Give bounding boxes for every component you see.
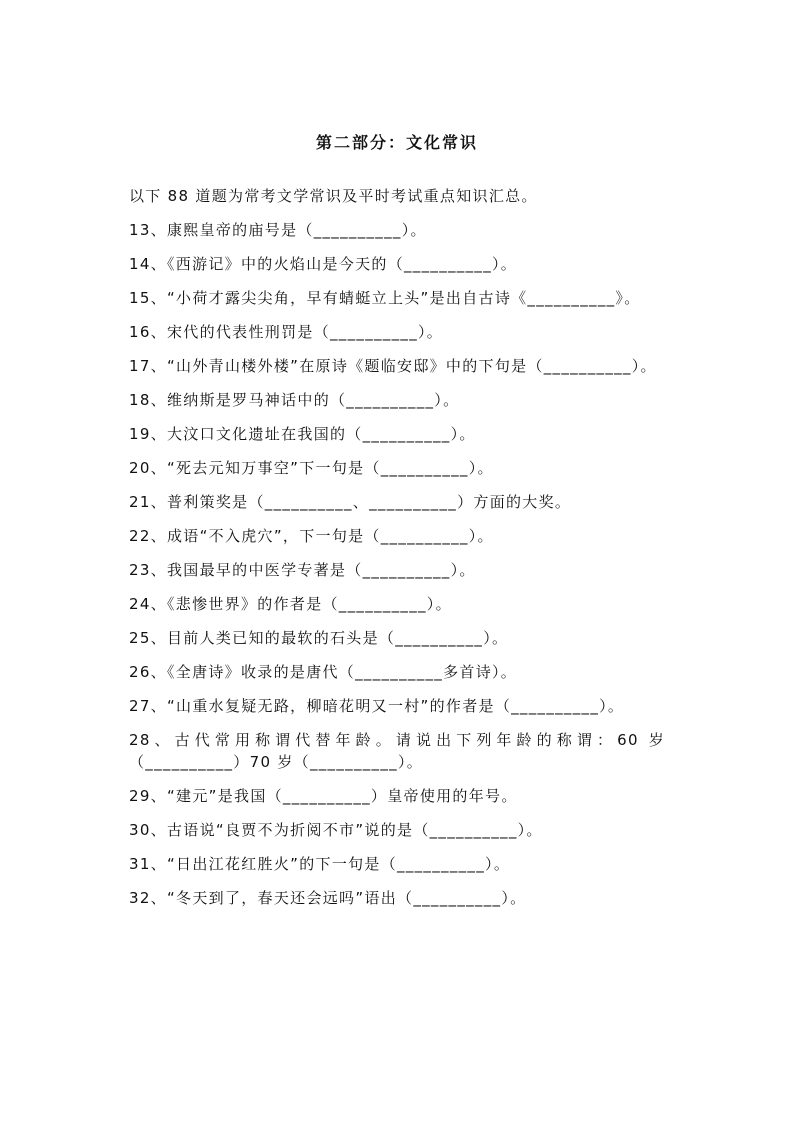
question-21: 21、普利策奖是（__________、__________）方面的大奖。 [129,493,572,511]
question-14: 14、《西游记》中的火焰山是今天的（__________）。 [129,255,518,273]
question-27: 27、“山重水复疑无路，柳暗花明又一村”的作者是（__________）。 [129,697,625,715]
question-25: 25、目前人类已知的最软的石头是（__________）。 [129,629,509,647]
question-23: 23、我国最早的中医学专著是（__________）。 [129,561,476,579]
question-19: 19、大汶口文化遗址在我国的（__________）。 [129,425,476,443]
intro-paragraph: 以下 88 道题为常考文学常识及平时考试重点知识汇总。 [129,187,538,205]
question-28: 28、古代常用称谓代替年龄。请说出下列年龄的称谓：60 岁（__________）70 岁（__________）。 [129,731,665,771]
question-22: 22、成语“不入虎穴”，下一句是（__________）。 [129,527,494,545]
question-29: 29、“建元”是我国（__________）皇帝使用的年号。 [129,787,518,805]
question-26: 26、《全唐诗》收录的是唐代（__________多首诗）。 [129,663,518,681]
question-18: 18、维纳斯是罗马神话中的（__________）。 [129,391,460,409]
page-title: 第二部分：文化常识 [315,133,478,152]
question-17: 17、“山外青山楼外楼”在原诗《题临安邸》中的下句是（__________）。 [129,357,657,375]
question-16: 16、宋代的代表性刑罚是（__________）。 [129,323,444,341]
question-13: 13、康熙皇帝的庙号是（__________）。 [129,221,427,239]
question-31: 31、“日出江花红胜火”的下一句是（__________）。 [129,855,511,873]
question-32: 32、“冬天到了，春天还会远吗”语出（__________）。 [129,889,527,907]
question-20: 20、“死去元知万事空”下一句是（__________）。 [129,459,494,477]
question-24: 24、《悲惨世界》的作者是（__________）。 [129,595,452,613]
question-30: 30、古语说“良贾不为折阅不市”说的是（__________）。 [129,821,543,839]
document-body [129,185,665,921]
question-15: 15、“小荷才露尖尖角，早有蜻蜓立上头”是出自古诗《__________》。 [129,289,641,307]
